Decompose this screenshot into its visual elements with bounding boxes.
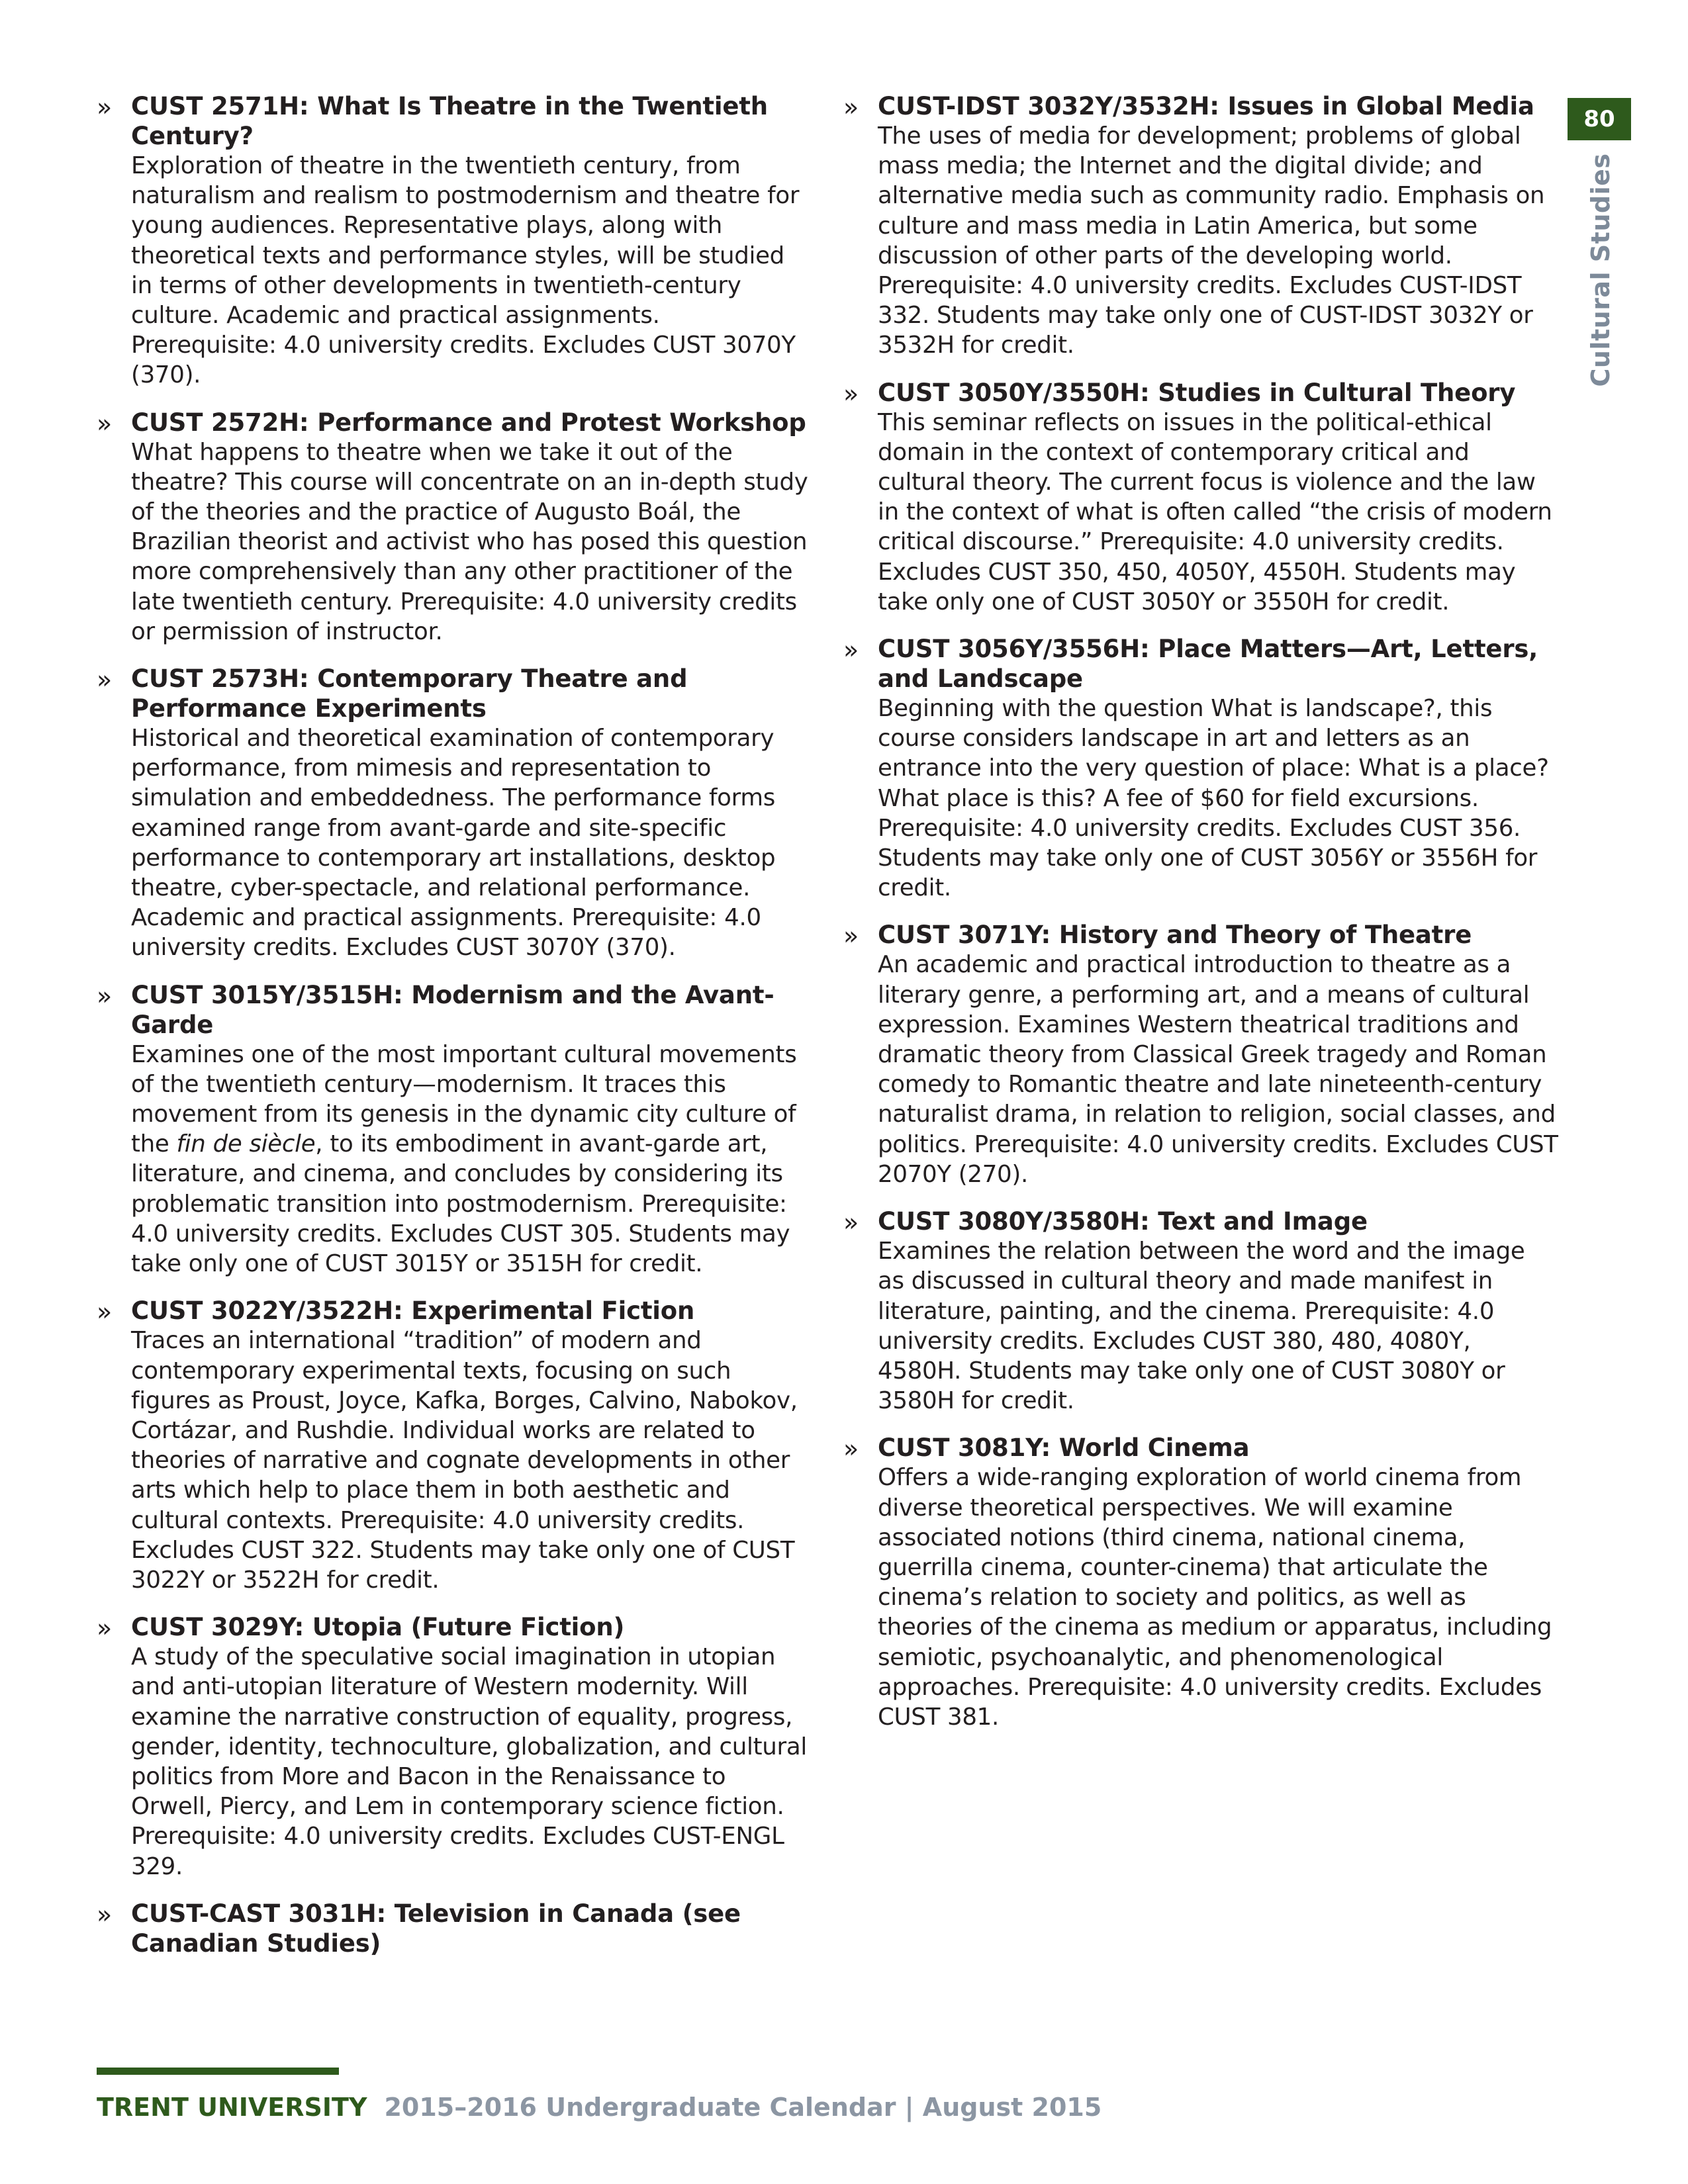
bullet-icon: » <box>97 1899 113 1929</box>
bullet-icon: » <box>843 93 859 122</box>
course-title: CUST 2571H: What Is Theatre in the Twentieth Century? <box>131 92 768 150</box>
course-entry-cust-2573h <box>97 664 812 963</box>
course-description: The uses of media for development; problems of global mass media; the Internet and the digital divide; and alternative media such as community radio. Emphasis on culture and mass media in Latin America, but some discussion of other parts of the developing world. Prerequisite: 4.0 university credits. Excludes CUST-IDST 332. Students may take only one of CUST-IDST 3032Y or 3532H for credit. <box>878 122 1545 359</box>
course-description: An academic and practical introduction to theatre as a literary genre, a performing art, and a means of cultural expression. Examines Western theatrical traditions and dramatic theory from Classical Greek tragedy and Roman comedy to Romantic theatre and late nineteenth-century naturalist drama, in relation to religion, social classes, and politics. Prerequisite: 4.0 university credits. Excludes CUST 2070Y (270). <box>878 951 1558 1188</box>
course-title: CUST 2572H: Performance and Protest Workshop <box>131 408 806 437</box>
course-title: CUST-CAST 3031H: Television in Canada (see Canadian Studies) <box>131 1899 741 1958</box>
course-entry-cust-idst-3032y <box>843 91 1558 361</box>
course-title: CUST 3056Y/3556H: Place Matters—Art, Letters, and Landscape <box>878 635 1538 694</box>
description-part: , to its embodiment in avant-garde art, literature, and cinema, and concludes by considering its problematic transition into postmodernism. Prerequisite: 4.0 university credits. Excludes CUST 305. Students may take only one of CUST 3015Y or 3515H for credit. <box>131 1130 790 1278</box>
bullet-icon: » <box>843 379 859 408</box>
course-title: CUST 3071Y: History and Theory of Theatre <box>878 921 1472 950</box>
bullet-icon: » <box>97 408 113 438</box>
course-entry-cust-3056y <box>843 634 1558 903</box>
course-entry-cust-3071y <box>843 920 1558 1189</box>
course-description: Historical and theoretical examination of contemporary performance, from mimesis and representation to simulation and embeddedness. The performance forms examined range from avant-garde and site-specific performance to contemporary art installations, desktop theatre, cyber-spectacle, and relational performance. Academic and practical assignments. Prerequisite: 4.0 university credits. Excludes CUST 3070Y (370). <box>131 725 776 962</box>
course-description <box>131 1040 812 1279</box>
section-side-tab <box>1581 153 1620 387</box>
course-title: CUST 2573H: Contemporary Theatre and Performance Experiments <box>131 664 688 723</box>
course-entry-cust-cast-3031h <box>97 1899 812 1958</box>
course-entry-cust-3029y <box>97 1612 812 1882</box>
bullet-icon: » <box>843 921 859 951</box>
bullet-icon: » <box>843 635 859 665</box>
course-entry-cust-3081y <box>843 1433 1558 1732</box>
course-title: CUST 3080Y/3580H: Text and Image <box>878 1207 1368 1236</box>
course-description: What happens to theatre when we take it out of the theatre? This course will concentrate on an in-depth study of the theories and the practice of Augusto Boál, the Brazilian theorist and activist who has posed this question more comprehensively than any other practitioner of the late twentieth century. Prerequisite: 4.0 university credits or permission of instructor. <box>131 438 808 645</box>
course-description: This seminar reflects on issues in the political-ethical domain in the context of contemporary critical and cultural theory. The current focus is violence and the law in the context of what is often called “the crisis of modern critical discourse.” Prerequisite: 4.0 university credits. Excludes CUST 350, 450, 4050Y, 4550H. Students may take only one of CUST 3050Y or 3550H for credit. <box>878 408 1552 615</box>
course-entry-cust-3022y <box>97 1296 812 1595</box>
left-column <box>97 91 812 1976</box>
footer-calendar: 2015–2016 Undergraduate Calendar | August 2015 <box>384 2093 1102 2122</box>
course-title: CUST 3022Y/3522H: Experimental Fiction <box>131 1297 695 1326</box>
course-title: CUST 3050Y/3550H: Studies in Cultural Theory <box>878 378 1516 407</box>
page-number-badge: 80 <box>1568 98 1631 140</box>
bullet-icon: » <box>97 1297 113 1327</box>
footer-rule <box>97 2068 339 2075</box>
course-entry-cust-3015y <box>97 980 812 1279</box>
course-description: Examines the relation between the word and the image as discussed in cultural theory and made manifest in literature, painting, and the cinema. Prerequisite: 4.0 university credits. Excludes CUST 380, 480, 4080Y, 4580H. Students may take only one of CUST 3080Y or 3580H for credit. <box>878 1238 1525 1415</box>
page-footer <box>97 2093 1102 2122</box>
bullet-icon: » <box>843 1208 859 1238</box>
section-tab-label: Cultural Studies <box>1586 153 1615 387</box>
bullet-icon: » <box>97 93 113 122</box>
course-title: CUST 3015Y/3515H: Modernism and the Avant-Garde <box>131 980 774 1039</box>
course-entry-cust-2571h <box>97 91 812 390</box>
course-entry-cust-3050y <box>843 378 1558 617</box>
course-entry-cust-2572h <box>97 408 812 647</box>
italic-phrase: fin de siècle <box>176 1130 316 1158</box>
course-title: CUST-IDST 3032Y/3532H: Issues in Global Media <box>878 92 1534 120</box>
bullet-icon: » <box>843 1434 859 1464</box>
course-description: Traces an international “tradition” of modern and contemporary experimental texts, focusing on such figures as Proust, Joyce, Kafka, Borges, Calvino, Nabokov, Cortázar, and Rushdie. Individual works are related to theories of narrative and cognate developments in other arts which help to place them in both aesthetic and cultural contexts. Prerequisite: 4.0 university credits. Excludes CUST 322. Students may take only one of CUST 3022Y or 3522H for credit. <box>131 1327 798 1594</box>
course-title: CUST 3029Y: Utopia (Future Fiction) <box>131 1613 625 1642</box>
description-part: Examines one of the most important cultural movements of the twentieth century—modernism. It traces this movement from its genesis in the dynamic city culture of the <box>131 1040 797 1158</box>
footer-university: TRENT UNIVERSITY <box>97 2093 367 2122</box>
course-description: Exploration of theatre in the twentieth century, from naturalism and realism to postmodernism and theatre for young audiences. Representative plays, along with theoretical texts and performance styles, will be studied in terms of other developments in twentieth-century culture. Academic and practical assignments. Prerequisite: 4.0 university credits. Excludes CUST 3070Y (370). <box>131 152 800 389</box>
course-description: Offers a wide-ranging exploration of world cinema from diverse theoretical perspectives. We will examine associated notions (third cinema, national cinema, guerrilla cinema, counter-cinema) that articulate the cinema’s relation to society and politics, as well as theories of the cinema as medium or apparatus, including semiotic, psychoanalytic, and phenomenological approaches. Prerequisite: 4.0 university credits. Excludes CUST 381. <box>878 1464 1552 1731</box>
right-column <box>843 91 1558 1749</box>
course-title: CUST 3081Y: World Cinema <box>878 1433 1250 1463</box>
bullet-icon: » <box>97 665 113 695</box>
course-description: A study of the speculative social imagination in utopian and anti-utopian literature of Western modernity. Will examine the narrative construction of equality, progress, gender, identity, technoculture, globalization, and cultural politics from More and Bacon in the Renaissance to Orwell, Piercy, and Lem in contemporary science fiction. Prerequisite: 4.0 university credits. Excludes CUST-ENGL 329. <box>131 1643 807 1880</box>
course-entry-cust-3080y <box>843 1206 1558 1416</box>
bullet-icon: » <box>97 1614 113 1643</box>
course-description: Beginning with the question What is landscape?, this course considers landscape in art and letters as an entrance into the very question of place: What is a place? What place is this? A fee of $60 for field excursions. Prerequisite: 4.0 university credits. Excludes CUST 356. Students may take only one of CUST 3056Y or 3556H for credit. <box>878 695 1549 902</box>
bullet-icon: » <box>97 981 113 1011</box>
